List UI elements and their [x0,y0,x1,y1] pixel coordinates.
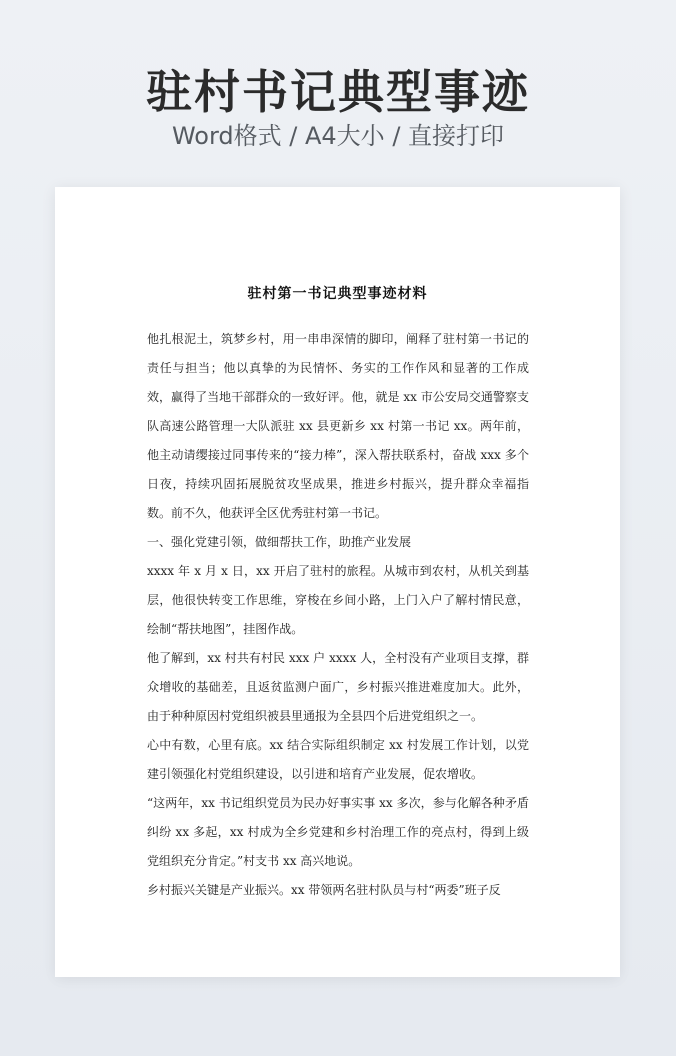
paragraph: “这两年，xx 书记组织党员为民办好事实事 xx 多次，参与化解各种矛盾纠纷 xx 多起，xx 村成为全乡党建和乡村治理工作的亮点村，得到上级党组织充分肯定。”村支书 xx 高兴地说。 [147,796,529,868]
page-subtitle: Word格式 / A4大小 / 直接打印 [171,122,505,150]
paragraph: 他扎根泥土，筑梦乡村，用一串串深情的脚印，阐释了驻村第一书记的责任与担当；他以真挚的为民情怀、务实的工作作风和显著的工作成效，赢得了当地干部群众的一致好评。他，就是 xx 市公安局交通警察支队高速公路管理一大队派驻 xx 县更新乡 xx 村第一书记 xx。两年前，他主动请缨接过同事传来的“接力棒”，深入帮扶联系村，奋战 xxx 多个日夜，持续巩固拓展脱贫攻坚成果，推进乡村振兴，提升群众幸福指数。前不久，他获评全区优秀驻村第一书记。 [147,332,529,520]
paragraph: xxxx 年 x 月 x 日，xx 开启了驻村的旅程。从城市到农村，从机关到基层，他很快转变工作思维，穿梭在乡间小路，上门入户了解村情民意，绘制“帮扶地图”，挂图作战。 [147,564,529,636]
paragraph: 心中有数，心里有底。xx 结合实际组织制定 xx 村发展工作计划，以党建引领强化村党组织建设，以引进和培育产业发展，促农增收。 [147,738,529,781]
paragraph: 他了解到，xx 村共有村民 xxx 户 xxxx 人，全村没有产业项目支撑，群众增收的基础差，且返贫监测户面广，乡村振兴推进难度加大。此外，由于种种原因村党组织被县里通报为全县四个后进党组织之一。 [147,651,529,723]
document-title: 驻村第一书记典型事迹材料 [247,286,428,302]
paragraph: 乡村振兴关键是产业振兴。xx 带领两名驻村队员与村“两委”班子反 [147,883,501,897]
page-title: 驻村书记典型事迹 [146,65,530,119]
document-page [55,187,620,977]
document-body [147,325,529,905]
section-heading: 一、强化党建引领，做细帮扶工作，助推产业发展 [147,535,412,549]
